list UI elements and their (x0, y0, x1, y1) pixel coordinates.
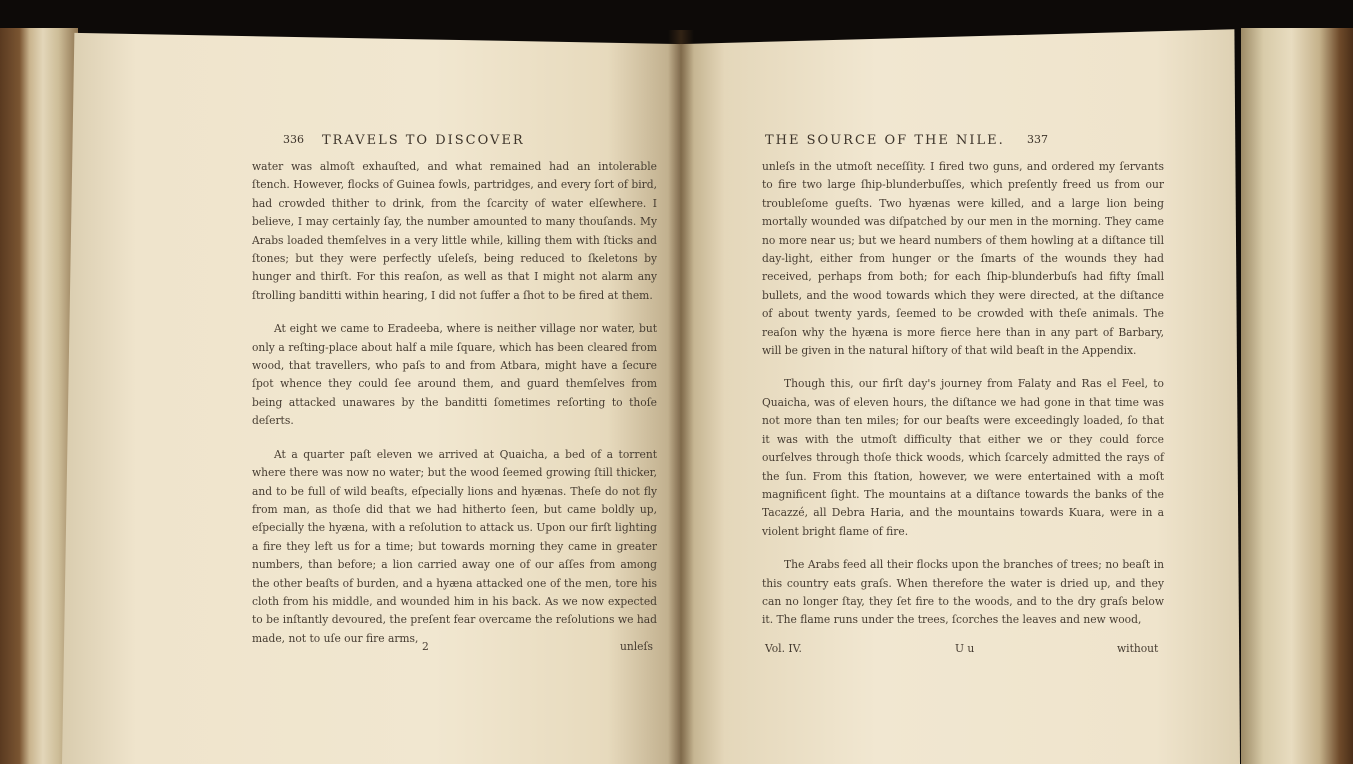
right-paragraph-3: The Arabs feed all their flocks upon the branches of trees; no beaſt in this country eats graſs. When therefore the water is dried up, and they can no longer ſtay, they ſet fire to the woods, and to the dry graſs below it. The flame runs under the trees, ſcorches the leaves and new wood, (762, 558, 1164, 627)
right-catchword: without (1117, 642, 1159, 655)
volume-label: Vol. IV. (765, 642, 802, 655)
right-running-head: THE SOURCE OF THE NILE. (765, 133, 1005, 148)
right-page-number: 337 (1027, 133, 1048, 146)
left-page-number: 336 (283, 133, 304, 146)
left-running-head: TRAVELS TO DISCOVER (322, 133, 525, 148)
right-page-edges (1241, 28, 1353, 764)
right-paragraph-1: unleſs in the utmoſt neceſſity. I fired two guns, and ordered my ſervants to fire two large ſhip-blunderbuſſes, which preſently freed us from our troubleſome gueſts. Two hyænas were killed, and a large lion being mortally wounded was diſpatched by our men in the morning. They came no more near us; but we heard numbers of them howling at a diſtance till day-light, either from hunger or the ſmarts of the wounds they had received, perhaps from both; for each ſhip-blunderbuſs had fifty ſmall bullets, and the wood towards which they were directed, at the diſtance of about twenty yards, ſeemed to be crowded with theſe animals. The reaſon why the hyæna is more fierce here than in any part of Barbary, will be given in the natural hiſtory of that wild beaſt in the Appendix. (762, 160, 1164, 358)
book-gutter (668, 30, 694, 764)
left-paragraph-3: At a quarter paſt eleven we arrived at Quaicha, a bed of a torrent where there was now no water; but the wood ſeemed growing ſtill thicker, and to be full of wild beaſts, eſpecially lions and hyænas. Theſe do not fly from man, as thoſe did that we had hitherto ſeen, but came boldly up, eſpecially the hyæna, with a reſolution to attack us. Upon our firſt lighting a fire they left us for a time; but towards morning they came in greater numbers, than before; a lion carried away one of our aſſes from among the other beaſts of burden, and a hyæna attacked one of the men, tore his cloth from his middle, and wounded him in his back. As we now expected to be inſtantly devoured, the preſent fear overcame the reſolutions we had made, not to uſe our fire arms, (252, 447, 657, 645)
right-paragraph-2: Though this, our firſt day's journey from Falaty and Ras el Feel, to Quaicha, was of eleven hours, the diſtance we had gone in that time was not more than ten miles; for our beaſts were exceedingly loaded, ſo that it was with the utmoſt difficulty that either we or they could force ourſelves through thoſe thick woods, which ſcarcely admitted the rays of the ſun. From this ſtation, however, we were entertained with a moſt magnificent ſight. The mountains at a diſtance towards the banks of the Tacazzé, all Debra Haria, and the mountains towards Kuara, were in a violent bright flame of fire. (762, 377, 1164, 538)
right-text-column (762, 158, 1164, 645)
left-signature-mark: 2 (422, 640, 429, 653)
left-paragraph-1: water was almoſt exhauſted, and what remained had an intolerable ſtench. However, flocks of Guinea fowls, partridges, and every ſort of bird, had crowded thither to drink, from the ſcarcity of water elſewhere. I believe, I may certainly ſay, the number amounted to many thouſands. My Arabs loaded themſelves in a very little while, killing them with ſticks and ſtones; but they were perfectly uſeleſs, being reduced to ſkeletons by hunger and thirſt. For this reaſon, as well as that I might not alarm any ſtrolling banditti within hearing, I did not ſuffer a ſhot to be fired at them. (252, 160, 657, 302)
left-paragraph-2: At eight we came to Eradeeba, where is neither village nor water, but only a reſting-place about half a mile ſquare, which has been cleared from wood, that travellers, who paſs to and from Atbara, might have a ſecure ſpot whence they could ſee around them, and guard themſelves from being attacked unawares by the banditti ſometimes reſorting to thoſe deſerts. (252, 322, 657, 428)
left-catchword: unleſs (620, 640, 653, 653)
left-text-column (252, 158, 657, 663)
right-signature-mark: U u (955, 642, 975, 655)
